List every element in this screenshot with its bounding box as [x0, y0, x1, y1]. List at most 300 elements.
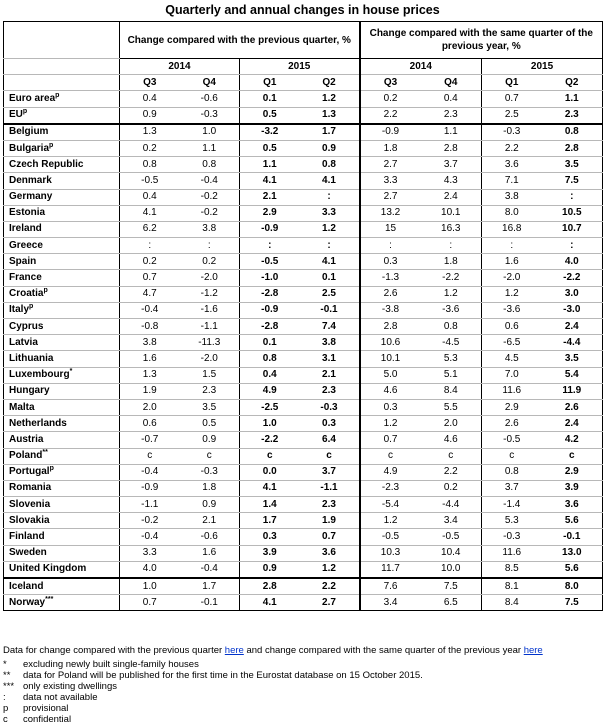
qoq-value: 1.3 [300, 107, 360, 124]
yoy-value: -4.4 [421, 497, 482, 513]
table-row [4, 335, 603, 351]
qoq-value: 1.1 [180, 140, 240, 156]
qoq-value: 0.9 [180, 497, 240, 513]
yoy-value: : [360, 238, 421, 254]
footnote-text: data not available [23, 692, 98, 703]
qoq-value: 1.1 [240, 157, 300, 173]
qoq-value: 6.2 [120, 221, 180, 237]
yoy-value: 11.7 [360, 561, 421, 578]
quarter-header: Q4 [180, 75, 240, 91]
footnote-text: only existing dwellings [23, 681, 117, 692]
qoq-value: c [240, 448, 300, 464]
yoy-value: 3.4 [421, 513, 482, 529]
footnote [3, 659, 543, 670]
country-name: Romania [4, 480, 120, 496]
yoy-value: -4.4 [542, 335, 603, 351]
yoy-value: 16.3 [421, 221, 482, 237]
yoy-value: -2.0 [482, 270, 542, 286]
qoq-value: -1.6 [180, 302, 240, 318]
qoq-value: -0.3 [180, 107, 240, 124]
qoq-value: 0.5 [180, 416, 240, 432]
yoy-value: -1.3 [360, 270, 421, 286]
country-name: Netherlands [4, 416, 120, 432]
qoq-value: 1.7 [180, 578, 240, 595]
qoq-value: 4.0 [120, 561, 180, 578]
country-name: Portugal$^p$ [4, 464, 120, 480]
table-row [4, 286, 603, 302]
yoy-value: c [542, 448, 603, 464]
yoy-value: 2.5 [482, 107, 542, 124]
year-header: 2015 [240, 59, 360, 75]
previous-quarter-data-link[interactable]: here [224, 645, 244, 656]
yoy-value: 11.6 [482, 383, 542, 399]
qoq-value: -0.9 [240, 302, 300, 318]
yoy-value: : [482, 238, 542, 254]
qoq-value: 1.2 [300, 221, 360, 237]
table-row [4, 351, 603, 367]
qoq-value: -0.2 [120, 513, 180, 529]
qoq-value: -0.5 [240, 254, 300, 270]
qoq-value: 4.1 [300, 254, 360, 270]
qoq-value: 0.5 [240, 107, 300, 124]
year-header: 2014 [360, 59, 482, 75]
qoq-value: 0.9 [240, 561, 300, 578]
country-name: Germany [4, 189, 120, 205]
table-row [4, 270, 603, 286]
yoy-value: 10.3 [360, 545, 421, 561]
yoy-value: 10.1 [421, 205, 482, 221]
qoq-value: 3.8 [180, 221, 240, 237]
qoq-value: 1.9 [120, 383, 180, 399]
qoq-value: 0.0 [240, 464, 300, 480]
quarter-header: Q1 [482, 75, 542, 91]
yoy-value: 7.5 [421, 578, 482, 595]
qoq-value: 4.1 [240, 595, 300, 611]
yoy-value: 2.7 [360, 189, 421, 205]
yoy-value: -0.9 [360, 124, 421, 141]
qoq-value: 3.9 [240, 545, 300, 561]
country-name: Finland [4, 529, 120, 545]
qoq-value: 0.1 [300, 270, 360, 286]
table-row [4, 367, 603, 383]
yoy-value: 0.2 [360, 91, 421, 107]
qoq-value: 1.4 [240, 497, 300, 513]
yoy-value: 2.4 [542, 319, 603, 335]
yoy-value: 1.1 [542, 91, 603, 107]
yoy-value: 0.8 [542, 124, 603, 141]
yoy-value: 16.8 [482, 221, 542, 237]
qoq-value: 3.5 [180, 399, 240, 415]
yoy-value: 7.6 [360, 578, 421, 595]
yoy-value: 2.9 [482, 399, 542, 415]
qoq-value: -0.4 [120, 464, 180, 480]
year-header: 2015 [482, 59, 603, 75]
data-links-line: Data for change compared with the previous quarter here and change compared with the same quarter of the previous year here [3, 645, 543, 656]
footnote-key: : [3, 692, 6, 703]
yoy-value: c [421, 448, 482, 464]
yoy-value: 5.6 [542, 561, 603, 578]
qoq-value: -0.3 [180, 464, 240, 480]
yoy-value: 10.0 [421, 561, 482, 578]
qoq-value: 4.1 [240, 480, 300, 496]
yoy-value: -0.1 [542, 529, 603, 545]
qoq-value: 1.7 [300, 124, 360, 141]
qoq-value: 2.3 [300, 497, 360, 513]
yoy-value: 13.2 [360, 205, 421, 221]
qoq-value: -11.3 [180, 335, 240, 351]
header-previous-year: Change compared with the same quarter of the previous year, % [360, 22, 603, 59]
table-row [4, 383, 603, 399]
yoy-value: -2.2 [421, 270, 482, 286]
yoy-value: 1.2 [421, 286, 482, 302]
qoq-value: 0.4 [120, 189, 180, 205]
yoy-value: 0.6 [482, 319, 542, 335]
country-name: Bulgaria$^p$ [4, 140, 120, 156]
table-row [4, 107, 603, 124]
yoy-value: 0.4 [421, 91, 482, 107]
yoy-value: 0.3 [360, 254, 421, 270]
qoq-value: 2.1 [180, 513, 240, 529]
qoq-value: 1.0 [120, 578, 180, 595]
country-name: Italy$^p$ [4, 302, 120, 318]
yoy-value: c [482, 448, 542, 464]
yoy-value: 3.9 [542, 480, 603, 496]
qoq-value: 3.3 [300, 205, 360, 221]
qoq-value: : [180, 238, 240, 254]
country-name: Czech Republic [4, 157, 120, 173]
country-name: Slovakia [4, 513, 120, 529]
qoq-value: 4.1 [120, 205, 180, 221]
qoq-value: 0.4 [120, 91, 180, 107]
qoq-value: 3.8 [300, 335, 360, 351]
qoq-value: : [240, 238, 300, 254]
qoq-value: -0.4 [180, 173, 240, 189]
footnote [3, 681, 543, 692]
country-name: Latvia [4, 335, 120, 351]
qoq-value: 4.7 [120, 286, 180, 302]
yoy-value: 2.7 [360, 157, 421, 173]
yoy-value: 1.8 [360, 140, 421, 156]
yoy-value: 0.7 [482, 91, 542, 107]
qoq-value: 3.8 [120, 335, 180, 351]
yoy-value: 4.6 [360, 383, 421, 399]
table-row [4, 319, 603, 335]
qoq-value: -0.8 [120, 319, 180, 335]
quarter-header: Q1 [240, 75, 300, 91]
qoq-value: -0.3 [300, 399, 360, 415]
yoy-value: 7.5 [542, 595, 603, 611]
footnote [3, 714, 543, 725]
qoq-value: 0.3 [240, 529, 300, 545]
yoy-value: 13.0 [542, 545, 603, 561]
yoy-value: 1.2 [482, 286, 542, 302]
qoq-value: 3.6 [300, 545, 360, 561]
qoq-value: 1.2 [300, 561, 360, 578]
yoy-value: -2.2 [542, 270, 603, 286]
qoq-value: -1.1 [120, 497, 180, 513]
qoq-value: 0.7 [120, 270, 180, 286]
qoq-value: 2.0 [120, 399, 180, 415]
yoy-value: : [542, 189, 603, 205]
qoq-value: -0.1 [180, 595, 240, 611]
yoy-value: 3.7 [482, 480, 542, 496]
qoq-value: 2.1 [240, 189, 300, 205]
yoy-value: 5.6 [542, 513, 603, 529]
qoq-value: 1.0 [180, 124, 240, 141]
corner-cell [4, 22, 120, 59]
qoq-value: -2.2 [240, 432, 300, 448]
yoy-value: : [542, 238, 603, 254]
table-body [4, 91, 603, 611]
country-name: Poland** [4, 448, 120, 464]
footnote-key: *** [3, 681, 15, 692]
table-row [4, 480, 603, 496]
country-name: Denmark [4, 173, 120, 189]
yoy-value: 8.4 [482, 595, 542, 611]
qoq-value: 3.1 [300, 351, 360, 367]
qoq-value: 6.4 [300, 432, 360, 448]
table-row [4, 221, 603, 237]
yoy-value: 2.8 [360, 319, 421, 335]
table-row [4, 173, 603, 189]
qoq-value: -2.5 [240, 399, 300, 415]
yoy-value: 2.3 [542, 107, 603, 124]
header-previous-quarter: Change compared with the previous quarter, % [120, 22, 360, 59]
notes [3, 645, 543, 725]
yoy-value: 2.0 [421, 416, 482, 432]
qoq-value: : [300, 238, 360, 254]
yoy-value: -4.5 [421, 335, 482, 351]
country-name: Estonia [4, 205, 120, 221]
qoq-value: -0.2 [180, 205, 240, 221]
yoy-value: 2.2 [482, 140, 542, 156]
qoq-value: 1.3 [120, 124, 180, 141]
qoq-value: -0.4 [120, 302, 180, 318]
quarter-header: Q2 [542, 75, 603, 91]
qoq-value: 0.7 [300, 529, 360, 545]
qoq-value: -2.0 [180, 270, 240, 286]
country-name: United Kingdom [4, 561, 120, 578]
yoy-value: -3.0 [542, 302, 603, 318]
yoy-value: 7.0 [482, 367, 542, 383]
yoy-value: 3.5 [542, 351, 603, 367]
yoy-value: 2.2 [421, 464, 482, 480]
table-row [4, 595, 603, 611]
qoq-value: : [300, 189, 360, 205]
qoq-value: 0.8 [180, 157, 240, 173]
table-row [4, 416, 603, 432]
yoy-value: -0.3 [482, 124, 542, 141]
table-row [4, 497, 603, 513]
yoy-value: 2.8 [542, 140, 603, 156]
footnote-text: excluding newly built single-family houses [23, 659, 199, 670]
country-name: Ireland [4, 221, 120, 237]
yoy-value: 2.6 [360, 286, 421, 302]
footnote-text: data for Poland will be published for the first time in the Eurostat database on 15 October 2015. [23, 670, 423, 681]
qoq-value: -2.8 [240, 319, 300, 335]
qoq-value: -3.2 [240, 124, 300, 141]
yoy-value: 15 [360, 221, 421, 237]
yoy-value: 5.5 [421, 399, 482, 415]
table-row [4, 189, 603, 205]
country-name: Austria [4, 432, 120, 448]
country-name: Lithuania [4, 351, 120, 367]
yoy-value: 2.4 [421, 189, 482, 205]
qoq-value: -0.6 [180, 529, 240, 545]
qoq-value: 0.9 [180, 432, 240, 448]
yoy-value: 10.1 [360, 351, 421, 367]
country-name: $EU^p$ [4, 107, 120, 124]
footnotes [3, 659, 543, 725]
qoq-value: 0.2 [120, 254, 180, 270]
qoq-value: -0.7 [120, 432, 180, 448]
yoy-value: 6.5 [421, 595, 482, 611]
table-row [4, 432, 603, 448]
qoq-value: 1.8 [180, 480, 240, 496]
table-row [4, 91, 603, 107]
yoy-value: 3.8 [482, 189, 542, 205]
country-name: Euro area$^p$ [4, 91, 120, 107]
table-row [4, 254, 603, 270]
country-name: Hungary [4, 383, 120, 399]
yoy-value: 11.9 [542, 383, 603, 399]
table-row [4, 140, 603, 156]
footnote-key: c [3, 714, 8, 725]
qoq-value: -1.1 [300, 480, 360, 496]
yoy-value: 5.1 [421, 367, 482, 383]
yoy-value: 10.5 [542, 205, 603, 221]
country-name: Spain [4, 254, 120, 270]
country-name: Slovenia [4, 497, 120, 513]
yoy-value: 8.0 [542, 578, 603, 595]
qoq-value: 2.8 [240, 578, 300, 595]
table-row [4, 561, 603, 578]
yoy-value: 2.3 [421, 107, 482, 124]
table-row [4, 545, 603, 561]
table-row [4, 124, 603, 141]
yoy-value: 1.2 [360, 416, 421, 432]
table-row [4, 399, 603, 415]
yoy-value: 3.6 [542, 497, 603, 513]
country-name: Malta [4, 399, 120, 415]
qoq-value: 2.9 [240, 205, 300, 221]
qoq-value: 1.2 [300, 91, 360, 107]
country-name: Luxembourg* [4, 367, 120, 383]
qoq-value: 1.3 [120, 367, 180, 383]
footnote [3, 703, 543, 714]
qoq-value: c [120, 448, 180, 464]
yoy-value: 2.4 [542, 416, 603, 432]
qoq-value: : [120, 238, 180, 254]
yoy-value: -0.5 [482, 432, 542, 448]
yoy-value: 5.3 [421, 351, 482, 367]
qoq-value: 0.2 [120, 140, 180, 156]
qoq-value: 0.9 [120, 107, 180, 124]
yoy-value: 1.8 [421, 254, 482, 270]
yoy-value: 8.5 [482, 561, 542, 578]
qoq-value: -2.8 [240, 286, 300, 302]
qoq-value: 2.2 [300, 578, 360, 595]
qoq-value: 4.9 [240, 383, 300, 399]
yoy-value: 4.3 [421, 173, 482, 189]
qoq-value: 2.7 [300, 595, 360, 611]
qoq-value: 2.3 [180, 383, 240, 399]
table-row [4, 238, 603, 254]
yoy-value: 2.6 [542, 399, 603, 415]
table-row [4, 157, 603, 173]
qoq-value: 1.6 [120, 351, 180, 367]
qoq-value: -0.9 [240, 221, 300, 237]
qoq-value: 2.1 [300, 367, 360, 383]
yoy-value: 0.8 [421, 319, 482, 335]
yoy-value: 3.6 [482, 157, 542, 173]
house-price-table [3, 21, 603, 611]
yoy-value: 8.1 [482, 578, 542, 595]
qoq-value: 3.7 [300, 464, 360, 480]
qoq-value: -0.2 [180, 189, 240, 205]
yoy-value: 4.2 [542, 432, 603, 448]
yoy-value: 4.9 [360, 464, 421, 480]
qoq-value: -0.6 [180, 91, 240, 107]
qoq-value: 0.2 [180, 254, 240, 270]
previous-year-data-link[interactable]: here [523, 645, 543, 656]
qoq-value: 2.3 [300, 383, 360, 399]
yoy-value: -3.6 [482, 302, 542, 318]
yoy-value: 0.7 [360, 432, 421, 448]
yoy-value: 5.4 [542, 367, 603, 383]
yoy-value: 7.5 [542, 173, 603, 189]
yoy-value: 10.4 [421, 545, 482, 561]
yoy-value: 10.6 [360, 335, 421, 351]
qoq-value: 1.6 [180, 545, 240, 561]
qoq-value: 7.4 [300, 319, 360, 335]
qoq-value: 4.1 [240, 173, 300, 189]
yoy-value: 2.8 [421, 140, 482, 156]
qoq-value: 0.8 [240, 351, 300, 367]
qoq-value: 0.9 [300, 140, 360, 156]
yoy-value: 4.6 [421, 432, 482, 448]
footnote [3, 670, 543, 681]
table-row [4, 448, 603, 464]
table-row [4, 529, 603, 545]
table-row [4, 513, 603, 529]
yoy-value: 2.9 [542, 464, 603, 480]
qoq-value: 0.8 [300, 157, 360, 173]
yoy-value: -0.3 [482, 529, 542, 545]
yoy-value: 2.6 [482, 416, 542, 432]
qoq-value: 1.9 [300, 513, 360, 529]
yoy-value: -3.6 [421, 302, 482, 318]
qoq-value: 1.7 [240, 513, 300, 529]
footnote-key: * [3, 659, 7, 670]
qoq-value: -1.0 [240, 270, 300, 286]
qoq-value: c [180, 448, 240, 464]
footnote [3, 692, 543, 703]
qoq-value: 0.4 [240, 367, 300, 383]
yoy-value: -3.8 [360, 302, 421, 318]
qoq-value: -0.9 [120, 480, 180, 496]
qoq-value: 4.1 [300, 173, 360, 189]
qoq-value: 1.0 [240, 416, 300, 432]
qoq-value: -0.4 [180, 561, 240, 578]
yoy-value: -2.3 [360, 480, 421, 496]
qoq-value: 0.8 [120, 157, 180, 173]
yoy-value: 0.3 [360, 399, 421, 415]
footnote-key: p [3, 703, 9, 714]
quarter-header: Q4 [421, 75, 482, 91]
qoq-value: -0.1 [300, 302, 360, 318]
country-name: Iceland [4, 578, 120, 595]
